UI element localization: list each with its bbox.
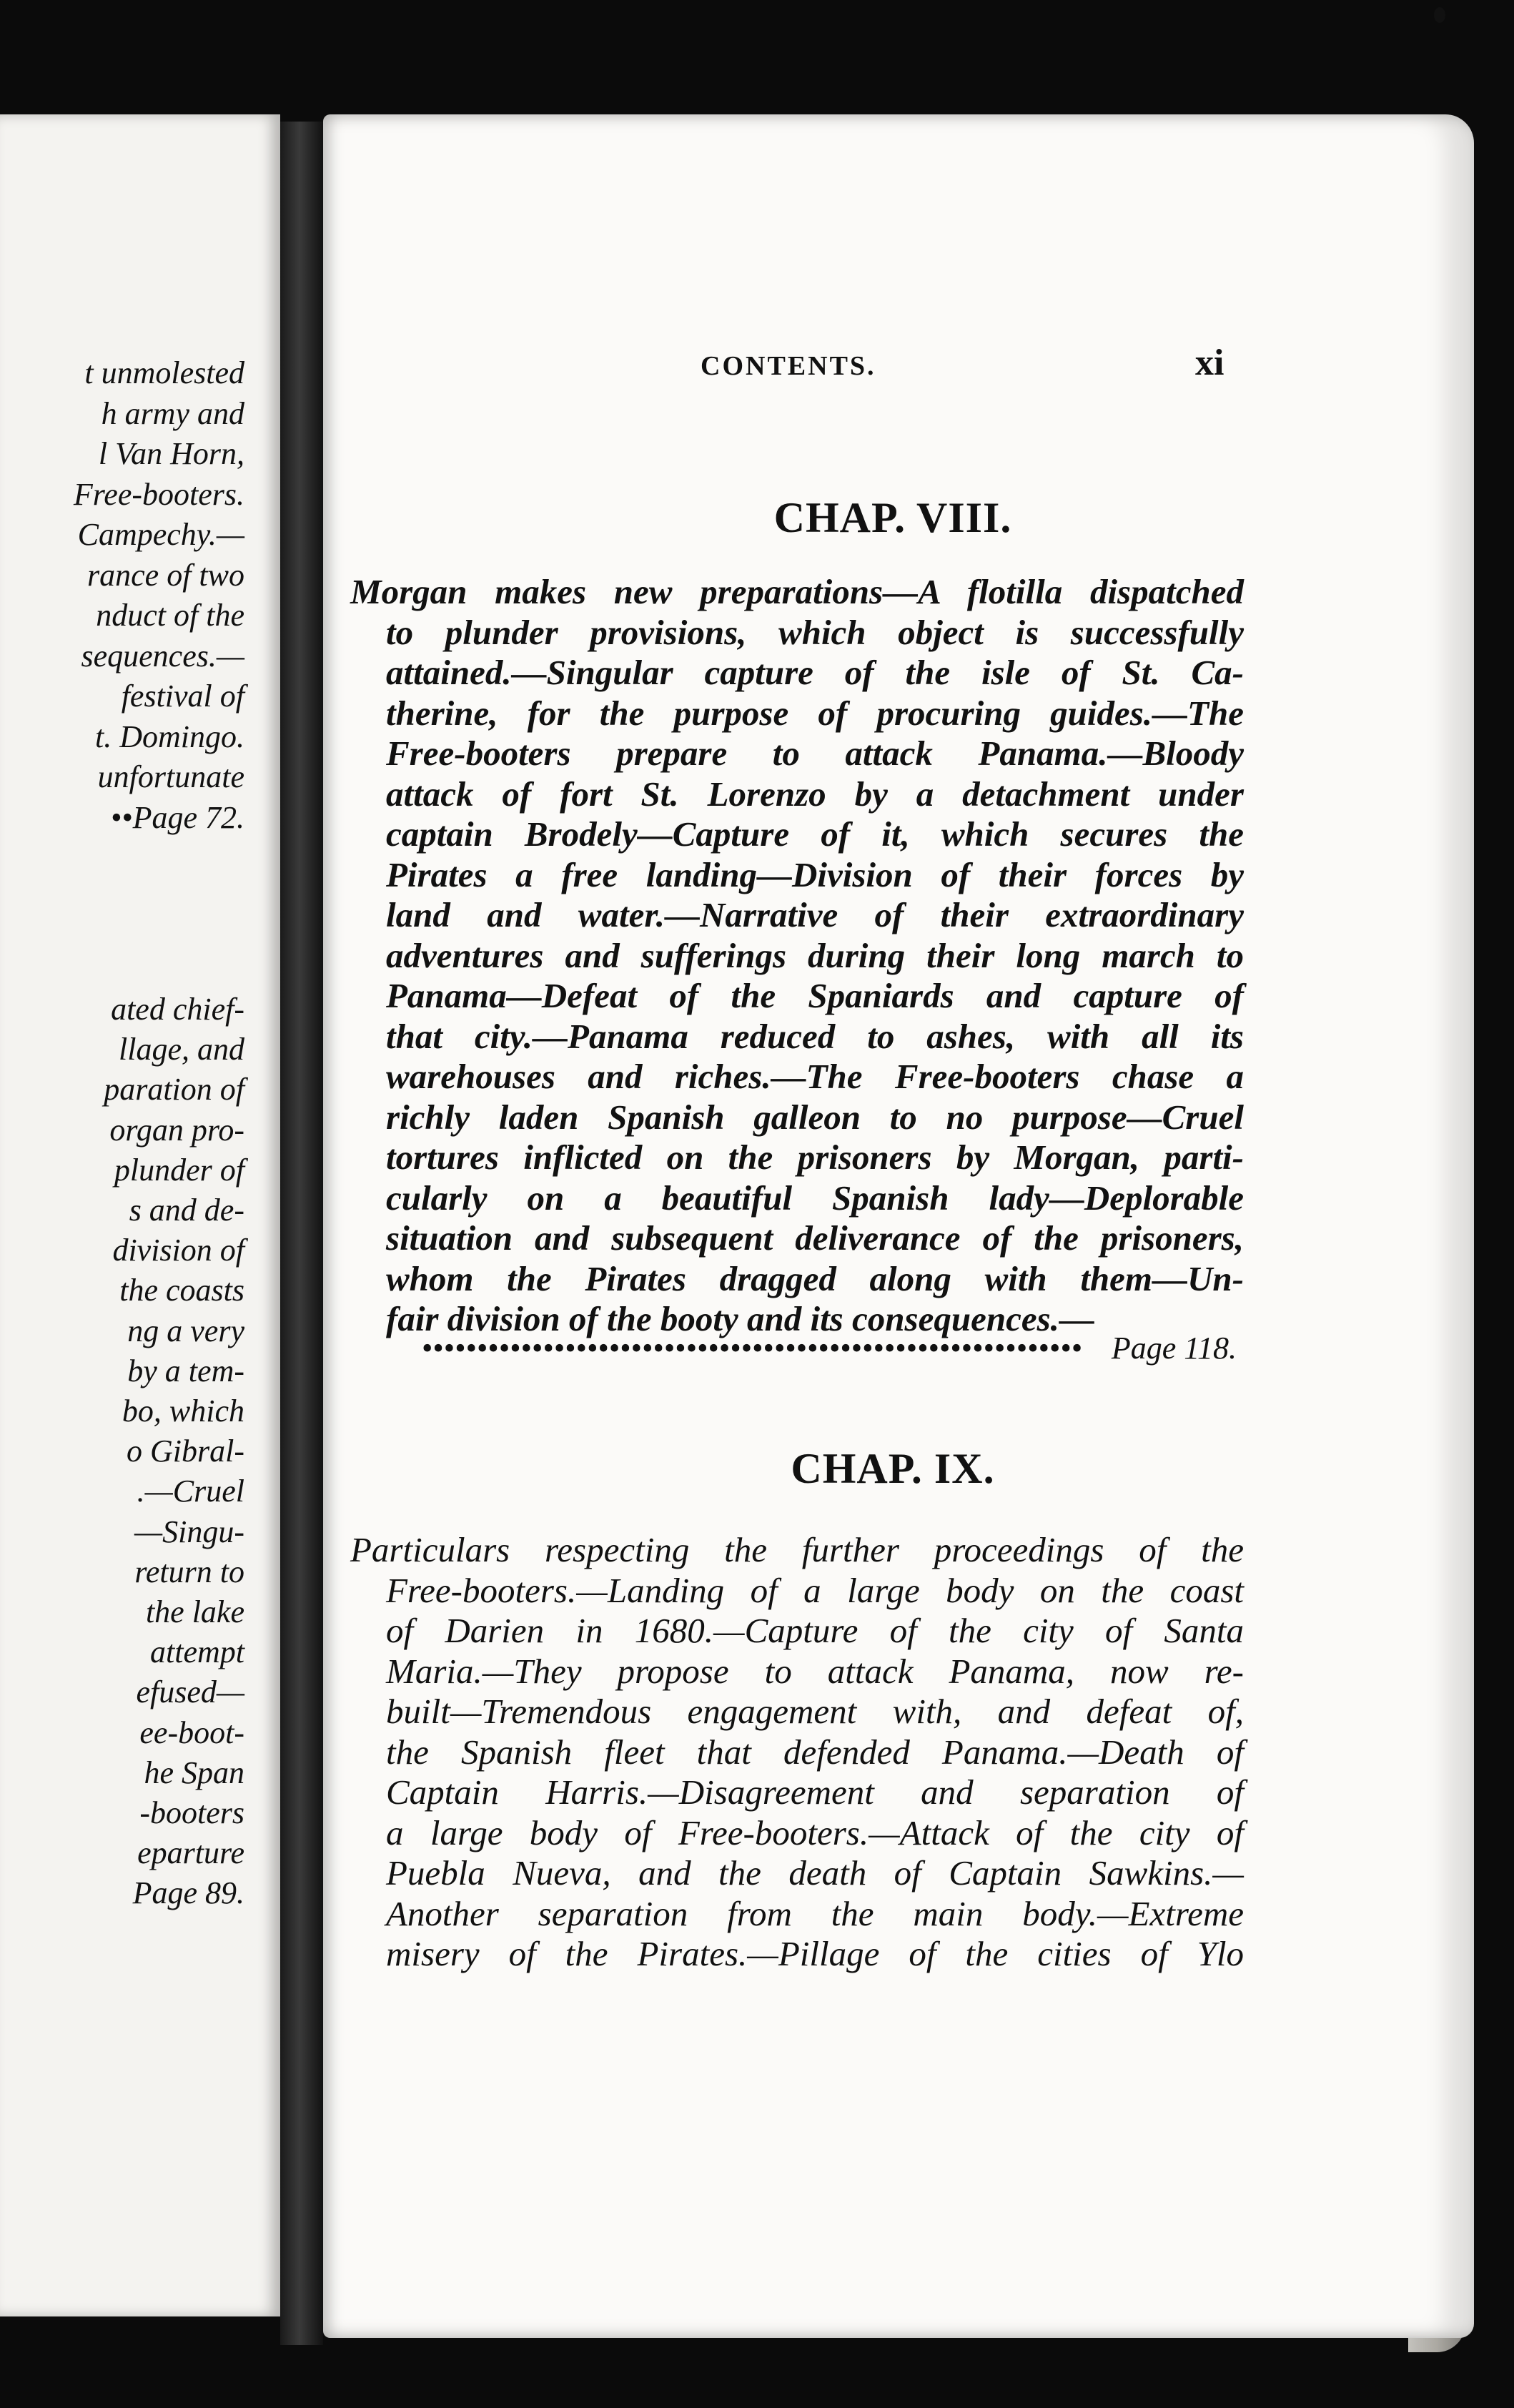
summary-line: a large body of Free-booters.—Attack of the city of [386,1812,1244,1852]
summary-line: land and water.—Narrative of their extraordinary [386,895,1244,934]
left-page-line: ee-boot- [139,1714,244,1750]
chapter-9-title: CHAP. IX. [791,1445,995,1492]
left-page-line: h army and [101,395,244,431]
left-page-line: plunder of [114,1152,244,1188]
summary-line: Pirates a free landing—Division of their forces by [386,854,1244,894]
summary-line: Morgan makes new preparations—A flotilla dispatched [350,572,1244,611]
left-page-line: eparture [137,1835,244,1871]
left-page-line: Campechy.— [77,517,244,552]
summary-line: of Darien in 1680.—Capture of the city of Santa [386,1611,1244,1650]
summary-line: adventures and sufferings during their long march to [386,935,1244,975]
summary-line: the Spanish fleet that defended Panama.—Death of [386,1732,1244,1772]
summary-line: Particulars respecting the further proceedings of the [350,1530,1244,1569]
left-page-line: ated chief- [111,992,244,1027]
left-page-line: by a tem- [127,1353,244,1388]
summary-line: warehouses and riches.—The Free-booters chase a [386,1057,1244,1096]
summary-line: fair division of the booty and its consequences.— [386,1299,1094,1338]
left-page-line: he Span [144,1755,244,1790]
running-head: CONTENTS. [701,351,876,381]
left-page-line: rance of two [87,557,244,593]
summary-line: Maria.—They propose to attack Panama, now re- [386,1651,1244,1691]
summary-line: whom the Pirates dragged along with them—Un- [386,1258,1244,1298]
scan-speck [1434,7,1445,23]
left-page-line: -booters [139,1795,244,1830]
leader-dots: •••••••••••••••••••••••••••••••••••••••••••••••••••••••••••• [422,1331,1083,1366]
left-page-line: attempt [150,1634,244,1670]
left-page-line: s and de- [129,1193,244,1228]
left-page-line: .—Cruel [137,1474,244,1509]
left-page-line: nduct of the [96,598,244,633]
summary-line: to plunder provisions, which object is successfully [386,612,1244,652]
left-page-line: t unmolested [84,355,244,390]
left-page-line: the lake [145,1594,244,1629]
left-page-line: Free-booters. [73,476,244,512]
left-page-line: llage, and [119,1032,244,1067]
left-page-line: division of [112,1233,244,1268]
chapter-8-page-ref: Page 118. [1104,1330,1237,1366]
left-page-line: paration of [104,1072,244,1107]
left-page-line: unfortunate [97,759,244,794]
left-page-line: Page 89. [132,1875,244,1911]
summary-line: Another separation from the main body.—Extreme [386,1893,1244,1933]
page-number: xi [1195,342,1224,383]
chapter-8-leader [422,1330,1237,1366]
summary-line: attained.—Singular capture of the isle of St. Ca- [386,653,1244,692]
summary-line: Free-booters.—Landing of a large body on the coast [386,1570,1244,1610]
left-page-line: efused— [136,1674,244,1710]
summary-line: captain Brodely—Capture of it, which secures the [386,814,1244,854]
left-page-line: organ pro- [109,1112,244,1148]
left-page-line: return to [134,1554,244,1589]
left-page-line: ••Page 72. [110,799,244,835]
summary-line: Panama—Defeat of the Spaniards and capture of [386,976,1244,1015]
left-page-line: —Singu- [134,1514,244,1549]
left-page-line: sequences.— [81,638,244,673]
left-page-line: the coasts [119,1273,244,1308]
left-page [0,114,280,2316]
left-page-line: o Gibral- [127,1434,244,1469]
left-page-line: l Van Horn, [98,436,244,471]
summary-line: Free-booters prepare to attack Panama.—Bloody [386,734,1244,773]
summary-line: therine, for the purpose of procuring guides.—The [386,693,1244,733]
left-page-line: bo, which [122,1393,244,1428]
left-page-line: festival of [121,679,244,714]
chapter-9-summary [350,1530,1244,1975]
summary-line: that city.—Panama reduced to ashes, with all its [386,1016,1244,1056]
chapter-8-title: CHAP. VIII. [773,494,1012,541]
chapter-8-summary [350,572,1244,1340]
summary-line: tortures inflicted on the prisoners by Morgan, parti- [386,1138,1244,1177]
summary-line: attack of fort St. Lorenzo by a detachment under [386,774,1244,814]
book-gutter [280,122,323,2345]
summary-line: situation and subsequent deliverance of the prisoners, [386,1218,1244,1258]
summary-line: Puebla Nueva, and the death of Captain Sawkins.— [386,1853,1244,1893]
summary-line: cularly on a beautiful Spanish lady—Deplorable [386,1178,1244,1218]
left-page-line: t. Domingo. [95,719,244,754]
summary-line: misery of the Pirates.—Pillage of the cities of Ylo [386,1934,1244,1973]
summary-line: richly laden Spanish galleon to no purpose—Cruel [386,1097,1244,1137]
summary-line: Captain Harris.—Disagreement and separation of [386,1772,1244,1812]
left-page-line: ng a very [127,1313,244,1348]
summary-line: built—Tremendous engagement with, and defeat of, [386,1692,1244,1731]
